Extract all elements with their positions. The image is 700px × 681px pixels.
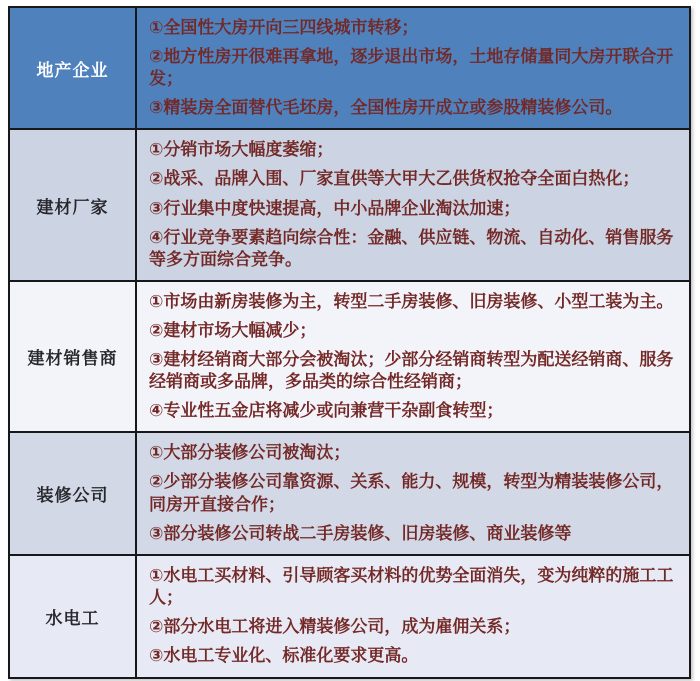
row-label: 建材销售商 — [10, 282, 135, 431]
row-item: ③行业集中度快速提高，中小品牌企业淘汰加速； — [149, 198, 521, 219]
row-item: ①大部分装修公司被淘汰； — [149, 443, 351, 464]
row-item: ②部分水电工将进入精装修公司，成为雇佣关系； — [149, 617, 521, 638]
row-label: 装修公司 — [10, 433, 135, 553]
table-row — [10, 8, 689, 128]
row-item: ①全国性大房开向三四线城市转移； — [149, 18, 419, 38]
row-item: ②战采、品牌入围、厂家直供等大甲大乙供货权抢夺全面白热化； — [149, 169, 640, 190]
row-item: ②建材市场大幅减少； — [149, 320, 317, 341]
row-label: 建材厂家 — [10, 130, 135, 279]
row-item: ②地方性房开很难再拿地，逐步退出市场，土地存储量同大房开联合开发； — [149, 47, 674, 90]
table-row — [10, 130, 689, 279]
row-content — [137, 282, 689, 431]
row-item: ③部分装修公司转战二手房装修、旧房装修、商业装修等 — [149, 523, 572, 544]
row-item: ①水电工买材料、引导顾客买材料的优势全面消失，变为纯粹的施工工人； — [149, 566, 674, 609]
row-item: ①市场由新房装修为主，转型二手房装修、旧房装修、小型工装为主。 — [149, 291, 674, 312]
row-item: ③建材经销商大部分会被淘汰；少部分经销商转型为配送经销商、服务经销商或多品牌，多品类的综合性经销商； — [149, 350, 674, 393]
industry-outlook-table — [8, 6, 691, 679]
row-item: ④行业竞争要素趋向综合性：金融、供应链、物流、自动化、销售服务等多方面综合竞争。 — [149, 227, 674, 270]
row-item: ①分销市场大幅度萎缩； — [149, 140, 334, 161]
row-item: ③精装房全面替代毛坯房，全国性房开成立或参股精装修公司。 — [149, 98, 623, 119]
table-row — [10, 282, 689, 431]
row-item: ③水电工专业化、标准化要求更高。 — [149, 646, 419, 667]
table-row — [10, 556, 689, 677]
row-label: 地产企业 — [10, 8, 135, 128]
table-row — [10, 433, 689, 553]
row-content — [137, 556, 689, 677]
row-item: ②少部分装修公司靠资源、关系、能力、规模，转型为精装装修公司，同房开直接合作； — [149, 472, 674, 515]
row-content — [137, 8, 689, 128]
row-item: ④专业性五金店将减少或向兼营干杂副食转型； — [149, 401, 504, 422]
row-content — [137, 433, 689, 553]
row-content — [137, 130, 689, 279]
row-label: 水电工 — [10, 556, 135, 677]
